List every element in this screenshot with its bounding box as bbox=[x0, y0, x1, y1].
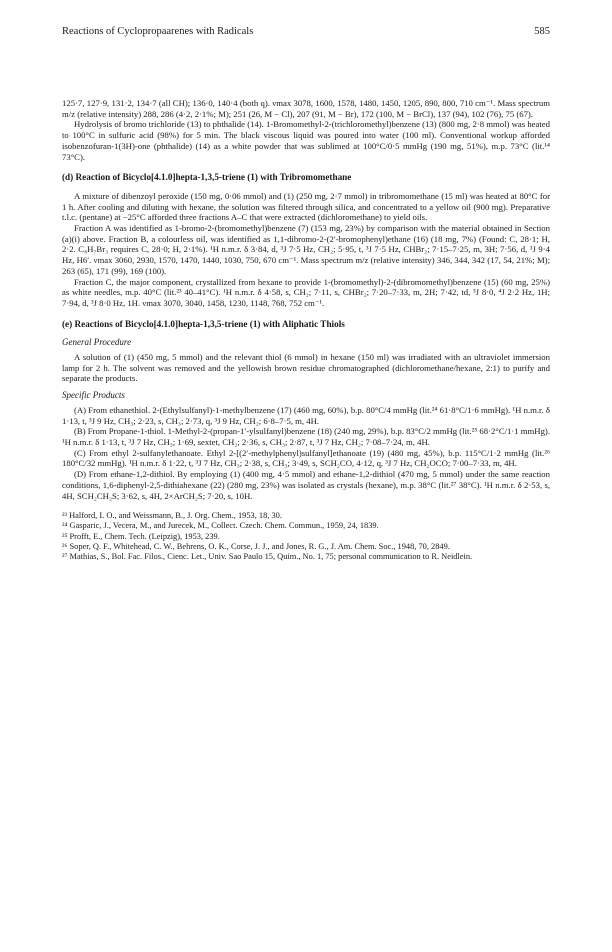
paragraph-product-d: (D) From ethane-1,2-dithiol. By employing (1) (400 mg, 4·5 mmol) and ethane-1,2-dithiol (470 mg, 5 mmol) under the same reaction conditions, 1,6-diphenyl-2,5-dithiahexane (22) (280 mg, 23%) was isolated as crystals (hexane), m.p. 38°C (lit.²⁷ 38°C). ¹H n.m.r. δ 2·53, s, 4H, SCH₂CH₂S; 3·62, s, 4H, 2×ArCH₂S; 7·20, s, 10H. bbox=[62, 469, 550, 501]
reference-23: ²³ Halford, I. O., and Weissmann, B., J. Org. Chem., 1953, 18, 30. bbox=[62, 511, 282, 521]
section-heading-e: (e) Reactions of Bicyclo[4.1.0]hepta-1,3,5-triene (1) with Aliphatic Thiols bbox=[62, 318, 345, 329]
paragraph-fraction-c: Fraction C, the major component, crystallized from hexane to provide 1-(bromomethyl)-2-(dibromomethyl)benzene (15) (60 mg, 25%) as white needles, m.p. 40°C (lit.²³ 40–41°C). ¹H n.m.r. δ 4·58, s, CH₂; 7·11, s, CHBr₂; 7·20–7·33, m, 2H; 7·42, td, ³J 8·0, ⁴J 2·2 Hz, 1H; 7·94, d, ³J 8·0 Hz, 1H. νmax 3070, 3040, 1458, 1230, 1148, 768, 752 cm⁻¹. bbox=[62, 276, 550, 308]
reference-24: ²⁴ Gasparic, J., Vecera, M., and Jurecek, M., Collect. Czech. Chem. Commun., 1959, 24, 1839. bbox=[62, 521, 379, 531]
references bbox=[62, 511, 550, 562]
paragraph-hydrolysis: Hydrolysis of bromo trichloride (13) to phthalide (14). 1-Bromomethyl-2-(trichloromethyl)benzene (13) (800 mg, 2·8 mmol) was heated to 100°C in sulfuric acid (98%) for 5 min. The black viscous liquid was poured into water (100 ml). Conventional workup afforded isobenzofuran-1(3H)-one (phthalide) (14) as a white powder that was sublimed at 100°C/0·5 mmHg (190 mg, 51%), m.p. 73°C (lit.¹⁴ 73°C). bbox=[62, 119, 550, 162]
paragraph-product-b: (B) From Propane-1-thiol. 1-Methyl-2-(propan-1′-ylsulfanyl)benzene (18) (240 mg, 29%), b.p. 83°C/2 mmHg (lit.²⁵ 68·2°C/1·1 mmHg). ¹H n.m.r. δ 1·13, t, ³J 7 Hz, CH₃; 1·69, sextet, CH₂; 2·36, s, CH₃; 2·87, t, ³J 7 Hz, CH₂; 7·08–7·24, m, 4H. bbox=[62, 426, 550, 447]
page-number: 585 bbox=[534, 26, 550, 37]
reference-25: ²⁵ Profft, E., Chem. Tech. (Leipzig), 1953, 239. bbox=[62, 531, 220, 541]
section-heading-d: (d) Reaction of Bicyclo[4.1.0]hepta-1,3,5-triene (1) with Tribromomethane bbox=[62, 172, 352, 183]
paragraph-general-procedure: A solution of (1) (450 mg, 5 mmol) and the relevant thiol (6 mmol) in hexane (150 ml) was irradiated with an ultraviolet immersion lamp for 2 h. The solvent was removed and the yellowish brown residue chromatographed (dichloromethane/hexane, 2:1) to purify and separate the products. bbox=[62, 352, 550, 384]
subheading-specific-products: Specific Products bbox=[62, 390, 125, 401]
paragraph-product-c: (C) From ethyl 2-sulfanylethanoate. Ethyl 2-[(2′-methylphenyl)sulfanyl]ethanoate (19) (480 mg, 45%), b.p. 115°C/1·2 mmHg (lit.²⁶ 180°C/32 mmHg). ¹H n.m.r. δ 1·22, t, ³J 7 Hz, CH₃; 2·38, s, CH₃; 3·49, s, SCH₂CO, 4·12, q, ³J 7 Hz, CH₂OCO; 7·00–7·33, m, 4H. bbox=[62, 447, 550, 469]
article-body bbox=[62, 98, 550, 562]
subheading-general-procedure: General Procedure bbox=[62, 337, 132, 348]
paragraph-fraction-a-b: Fraction A was identified as 1-bromo-2-(bromomethyl)benzene (7) (153 mg, 23%) by comparison with the material obtained in Section (a)(i) above. Fraction B, a colourless oil, was identified as 1,1-dibromo-2-(2′-bromophenyl)ethane (16) (18 mg, 7%) (Found: C, 28·1; H, 2·2. C₈H₇Br₃ requires C, 28·0; H, 2·1%). ¹H n.m.r. δ 3·84, d, ³J 7·5 Hz, CH₂; 5·95, t, ³J 7·5 Hz, CHBr₂; 7·15–7·25, m, 3H; 7·56, d, ³J 9·4 Hz, H6′. νmax 3060, 2930, 1570, 1470, 1440, 1030, 750, 670 cm⁻¹. Mass spectrum m/z (relative intensity) 346, 344, 342 (17, 54, 21%; M); 263 (65), 171 (99), 169 (100). bbox=[62, 223, 550, 276]
paragraph-spectral-data: 125·7, 127·9, 131·2, 134·7 (all CH); 136·0, 140·4 (both q). νmax 3078, 1600, 1578, 1480, 1450, 1205, 890, 800, 710 cm⁻¹. Mass spectrum m/z (relative intensity) 288, 286 (4·2, 2·1%; M); 251 (26, M − Cl), 207 (91, M − Br), 172 (100, M − BrCl), 137 (94), 102 (76), 75 (67). bbox=[62, 98, 550, 119]
running-title: Reactions of Cyclopropaarenes with Radicals bbox=[62, 26, 254, 37]
paragraph-d-procedure: A mixture of dibenzoyl peroxide (150 mg, 0·06 mmol) and (1) (250 mg, 2·7 mmol) in tribromomethane (15 ml) was heated at 80°C for 1 h. After cooling and diluting with hexane, the solution was filtered through silica, and concentrated to a yellow oil (900 mg). Preparative t.l.c. (pentane) at −25°C afforded three fractions A–C that were extracted (dichloromethane) to yield oils. bbox=[62, 190, 550, 223]
reference-27: ²⁷ Mathias, S., Bol. Fac. Filos., Cienc. Let., Univ. Sao Paulo 15, Quim., No. 1, 75; personal communication to R. Neidlein. bbox=[62, 552, 473, 562]
paragraph-product-a: (A) From ethanethiol. 2-(Ethylsulfanyl)-1-methylbenzene (17) (460 mg, 60%), b.p. 80°C/4 mmHg (lit.²⁴ 61·8°C/1·6 mmHg). ¹H n.m.r. δ 1·13, t, ³J 9 Hz, CH₃; 2·23, s, CH₃; 2·73, q, ³J 9 Hz, CH₂; 6·8–7·5, m, 4H. bbox=[62, 404, 550, 426]
reference-26: ²⁶ Soper, Q. F., Whitehead, C. W., Behrens, O. K., Corse, J. J., and Jones, R. G., J. Am. Chem. Soc., 1948, 70, 2849. bbox=[62, 541, 450, 551]
